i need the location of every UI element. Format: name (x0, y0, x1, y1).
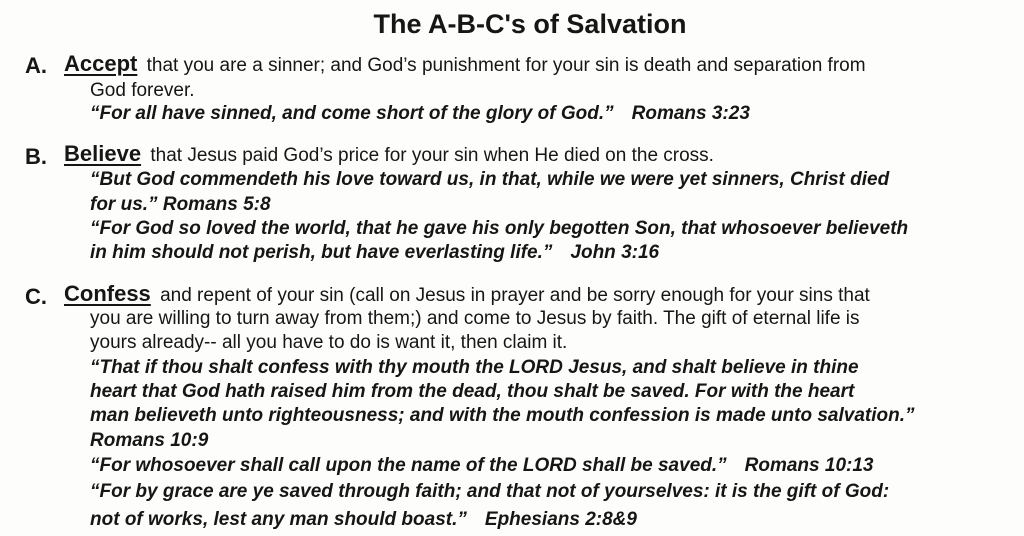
verse-reference: John 3:16 (570, 242, 660, 263)
section-keyword: Believe (64, 141, 142, 166)
verse-quote: heart that God hath raised him from the dead, thou shalt be saved. For with the heart (90, 381, 855, 402)
verse-quote: “For all have sinned, and come short of the glory of God.” (90, 103, 614, 124)
section-lead (64, 281, 870, 307)
verse-line (90, 481, 889, 503)
section-keyword: Confess (64, 281, 151, 306)
verse-line (90, 381, 854, 403)
section-letter: A. (25, 53, 47, 78)
section-text: you are willing to turn away from them;) and come to Jesus by faith. The gift of eternal life is (90, 308, 860, 329)
verse-quote: “For whosoever shall call upon the name of the LORD shall be saved.” (90, 455, 727, 476)
verse-quote: “For God so loved the world, that he gave his only begotten Son, that whosoever believeth (90, 218, 909, 239)
verse-line (90, 194, 271, 216)
verse-line (90, 218, 908, 240)
page-title: The A-B-C's of Salvation (373, 9, 687, 39)
section-lead (64, 141, 714, 167)
verse-line (90, 103, 750, 125)
verse-line (90, 242, 659, 264)
verse-quote: “For by grace are ye saved through faith; and that not of yourselves: it is the gift of God: (90, 481, 890, 502)
verse-line (90, 357, 859, 379)
section-letter: C. (25, 284, 47, 309)
section-text: yours already-- all you have to do is want it, then claim it. (90, 332, 568, 353)
section-text: that you are a sinner; and God’s punishment for your sin is death and separation from (146, 55, 866, 76)
section-keyword: Accept (64, 51, 138, 76)
section-text: God forever. (90, 80, 195, 101)
verse-line (90, 405, 915, 427)
verse-line (90, 169, 889, 191)
verse-line (90, 509, 637, 531)
verse-quote: for us.” (90, 194, 158, 215)
verse-reference: Romans 10:9 (90, 430, 209, 451)
section-lead (64, 51, 866, 77)
verse-reference: Ephesians 2:8&9 (484, 509, 637, 530)
verse-quote: man believeth unto righteousness; and with the mouth confession is made unto salvation.” (90, 405, 915, 426)
verse-reference: Romans 10:13 (744, 455, 874, 476)
verse-quote: not of works, lest any man should boast.” (90, 509, 467, 530)
verse-quote: “But God commendeth his love toward us, in that, while we were yet sinners, Christ died (90, 169, 890, 190)
verse-line (90, 430, 208, 452)
verse-quote: in him should not perish, but have everlasting life.” (90, 242, 553, 263)
section-letter: B. (25, 144, 47, 169)
verse-line (90, 455, 873, 477)
verse-quote: “That if thou shalt confess with thy mouth the LORD Jesus, and shalt believe in thine (90, 357, 859, 378)
section-text: that Jesus paid God’s price for your sin when He died on the cross. (150, 145, 714, 166)
section-text: and repent of your sin (call on Jesus in prayer and be sorry enough for your sins that (160, 285, 870, 306)
verse-reference: Romans 5:8 (162, 194, 271, 215)
verse-reference: Romans 3:23 (631, 103, 750, 124)
